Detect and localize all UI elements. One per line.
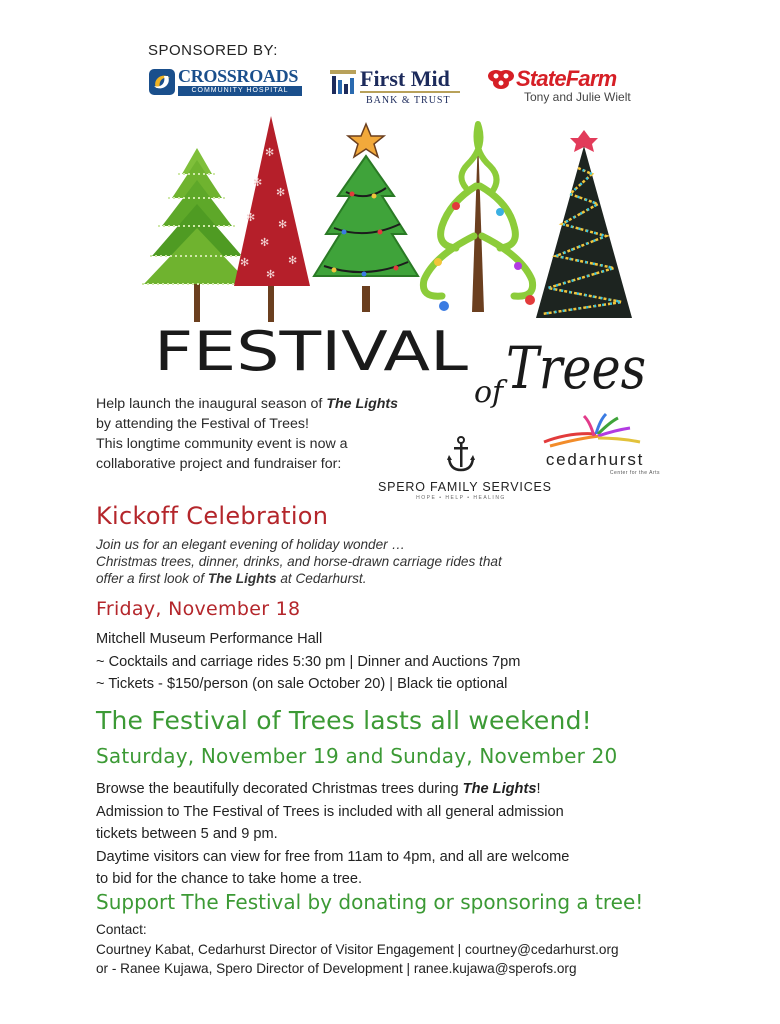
crossroads-subtitle: COMMUNITY HOSPITAL bbox=[178, 86, 302, 96]
of-word-text: of bbox=[474, 375, 504, 410]
kickoff-description bbox=[96, 536, 576, 587]
red-snowflake-tree-icon bbox=[234, 116, 310, 322]
svg-text:✻: ✻ bbox=[266, 268, 276, 281]
svg-text:✻: ✻ bbox=[276, 186, 286, 199]
layered-green-tree-icon bbox=[142, 148, 252, 322]
intro-paragraph bbox=[96, 394, 426, 474]
statefarm-name: StateFarm bbox=[516, 66, 617, 91]
kickoff-desc-line1: Join us for an elegant evening of holiday wonder … bbox=[96, 537, 406, 552]
firstmid-logo bbox=[330, 66, 462, 106]
svg-text:✻: ✻ bbox=[253, 176, 263, 189]
kickoff-heading: Kickoff Celebration bbox=[96, 502, 329, 530]
firstmid-divider bbox=[360, 91, 460, 93]
star-topped-tree-icon bbox=[314, 124, 418, 312]
statefarm-ovals-icon bbox=[486, 68, 516, 90]
weekend-body-line1-pre: Browse the beautifully decorated Christmas trees during bbox=[96, 781, 463, 797]
weekend-body-line5: to bid for the chance to take home a tree. bbox=[96, 871, 363, 887]
christmas-trees-illustration bbox=[138, 116, 646, 328]
contact-label: Contact: bbox=[96, 922, 147, 937]
kickoff-date: Friday, November 18 bbox=[96, 598, 301, 620]
cedarhurst-name: cedarhurst bbox=[545, 450, 645, 469]
kickoff-desc-line3-pre: offer a first look of bbox=[96, 571, 208, 586]
intro-line2: by attending the Festival of Trees! bbox=[96, 416, 309, 432]
intro-line1: Help launch the inaugural season of bbox=[96, 396, 327, 412]
cedarhurst-logo bbox=[530, 412, 660, 476]
weekend-body-line1-post: ! bbox=[536, 781, 541, 797]
kickoff-schedule: ~ Cocktails and carriage rides 5:30 pm | Dinner and Auctions 7pm bbox=[96, 653, 521, 670]
kickoff-the-lights-emphasis: The Lights bbox=[207, 571, 277, 586]
spero-name: SPERO FAMILY SERVICES bbox=[378, 480, 552, 494]
cedarhurst-tagline: Center for the Arts bbox=[609, 470, 660, 476]
festival-word-text: FESTIVAL bbox=[154, 320, 468, 383]
contact-block bbox=[96, 920, 696, 979]
svg-text:✻: ✻ bbox=[240, 256, 250, 269]
weekend-body-line4: Daytime visitors can view for free from 11am to 4pm, and all are welcome bbox=[96, 848, 570, 865]
the-lights-emphasis: The Lights bbox=[326, 396, 399, 412]
kickoff-desc-line3-post: at Cedarhurst. bbox=[276, 571, 367, 586]
zigzag-lights-tree-icon bbox=[536, 130, 632, 318]
intro-line3: This longtime community event is now a bbox=[96, 436, 348, 452]
contact-ranee: or - Ranee Kujawa, Spero Director of Development | ranee.kujawa@sperofs.org bbox=[96, 961, 577, 976]
contact-courtney: Courtney Kabat, Cedarhurst Director of Visitor Engagement | courtney@cedarhurst.org bbox=[96, 941, 619, 957]
svg-text:✻: ✻ bbox=[260, 236, 270, 249]
trees-word-text: Trees bbox=[506, 334, 646, 402]
crossroads-logo bbox=[148, 68, 304, 98]
weekend-body bbox=[96, 778, 666, 891]
statefarm-logo bbox=[486, 66, 634, 106]
of-trees-title bbox=[470, 326, 650, 422]
sponsored-by-heading: SPONSORED BY: bbox=[148, 42, 278, 59]
kickoff-details bbox=[96, 628, 656, 696]
spero-tagline: HOPE • HELP • HEALING bbox=[416, 495, 506, 501]
kickoff-venue: Mitchell Museum Performance Hall bbox=[96, 631, 323, 647]
svg-text:✻: ✻ bbox=[246, 211, 256, 224]
crossroads-icon bbox=[148, 68, 176, 96]
support-heading: Support The Festival by donating or sponsoring a tree! bbox=[96, 890, 644, 914]
firstmid-subtitle: BANK & TRUST bbox=[366, 95, 451, 106]
kickoff-tickets: ~ Tickets - $150/person (on sale October 20) | Black tie optional bbox=[96, 676, 508, 692]
festival-title bbox=[152, 320, 472, 383]
weekend-heading: The Festival of Trees lasts all weekend! bbox=[96, 706, 592, 735]
swirl-ornament-tree-icon bbox=[423, 124, 535, 312]
firstmid-name: First Mid bbox=[360, 66, 450, 91]
svg-text:✻: ✻ bbox=[265, 146, 275, 159]
svg-text:✻: ✻ bbox=[278, 218, 288, 231]
weekend-the-lights-emphasis: The Lights bbox=[462, 781, 537, 797]
anchor-icon bbox=[446, 436, 476, 472]
svg-text:✻: ✻ bbox=[288, 254, 298, 267]
firstmid-bars-icon bbox=[330, 70, 356, 94]
weekend-body-line3: tickets between 5 and 9 pm. bbox=[96, 826, 278, 842]
cedarhurst-brush-icon bbox=[540, 412, 644, 450]
weekend-date: Saturday, November 19 and Sunday, November 20 bbox=[96, 744, 618, 768]
statefarm-agent: Tony and Julie Wielt bbox=[524, 90, 631, 104]
kickoff-desc-line2: Christmas trees, dinner, drinks, and horse-drawn carriage rides that bbox=[96, 554, 502, 569]
intro-line4: collaborative project and fundraiser for: bbox=[96, 456, 342, 472]
weekend-body-line2: Admission to The Festival of Trees is included with all general admission bbox=[96, 803, 564, 820]
spero-logo bbox=[378, 436, 552, 504]
crossroads-name: CROSSROADS bbox=[178, 66, 299, 86]
